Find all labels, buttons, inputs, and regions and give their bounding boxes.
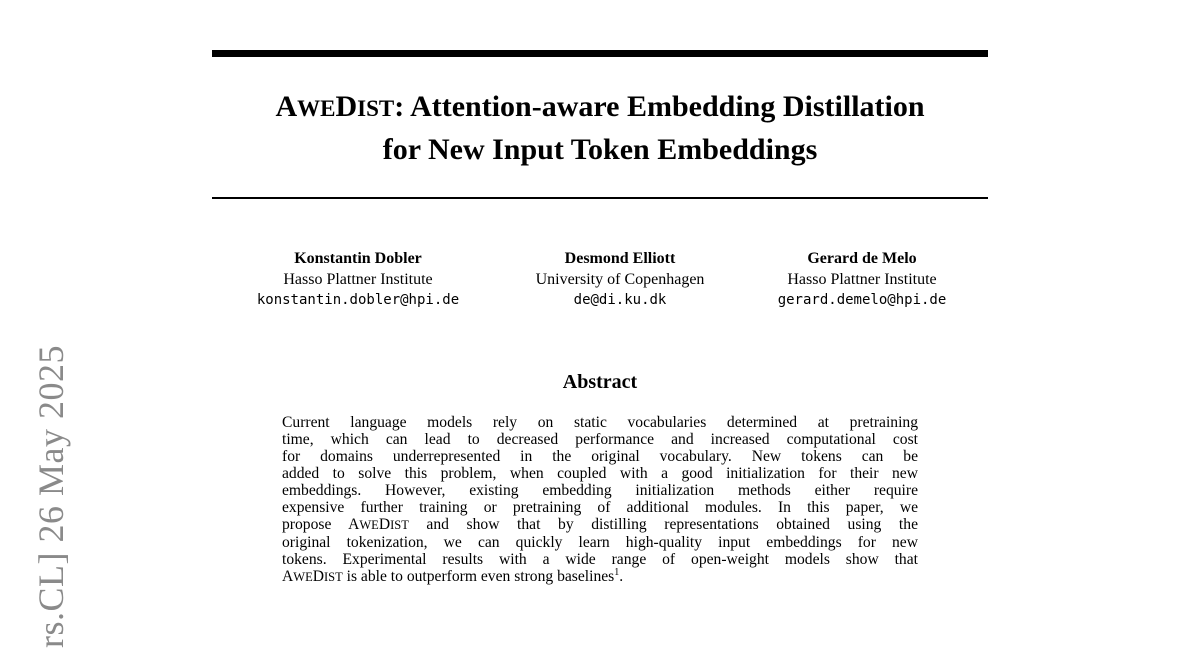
author-affiliation: Hasso Plattner Institute [283, 271, 433, 288]
abstract-body [282, 414, 918, 586]
author-2 [480, 248, 760, 311]
abstract-line: tokens. Experimental results with a wide range of open-weight models show that [282, 551, 918, 568]
method-name-inline: AWEDIST [348, 516, 409, 533]
title-top-rule [212, 50, 988, 57]
author-affiliation: Hasso Plattner Institute [787, 271, 937, 288]
author-email[interactable]: de@di.ku.dk [573, 292, 667, 308]
abstract-line: AWEDIST is able to outperform even strong baselines$^1$. [282, 566, 624, 585]
abstract-line: propose AWEDIST and show that by distilling representations obtained using the [282, 516, 918, 533]
abstract-line: Current language models rely on static vocabularies determined at pretraining [282, 414, 918, 431]
author-1 [218, 248, 498, 311]
arxiv-side-stamp: rs.CL] 26 May 2025 [31, 345, 71, 648]
method-name-inline: AWEDIST [282, 568, 343, 585]
paper-title [212, 86, 988, 170]
author-affiliation: University of Copenhagen [535, 271, 705, 288]
title-bottom-rule [212, 197, 988, 199]
abstract-line: embeddings. However, existing embedding initialization methods either require [282, 482, 918, 499]
abstract-heading: Abstract [562, 371, 638, 393]
author-name: Desmond Elliott [564, 250, 676, 267]
author-email[interactable]: konstantin.dobler@hpi.de [256, 292, 460, 308]
author-name: Konstantin Dobler [294, 250, 422, 267]
author-3 [722, 248, 1002, 311]
abstract-line: original tokenization, we can quickly learn high-quality input embeddings for new [282, 534, 918, 551]
author-email[interactable]: gerard.demelo@hpi.de [777, 292, 947, 308]
title-method-name: AWEDIST [275, 90, 395, 123]
abstract-line: time, which can lead to decreased performance and increased computational cost [282, 431, 918, 448]
author-block [0, 248, 1200, 318]
abstract-line: added to solve this problem, when coupled with a good initialization for their new [282, 465, 918, 482]
abstract-line: expensive further training or pretraining of additional modules. In this paper, we [282, 499, 918, 516]
abstract-line: for domains underrepresented in the original vocabulary. New tokens can be [282, 448, 918, 465]
author-name: Gerard de Melo [807, 250, 917, 267]
footnote-mark[interactable]: 1 [614, 566, 620, 578]
title-line1-suffix: : Attention-aware Embedding Distillation [394, 90, 925, 123]
title-line2: for New Input Token Embeddings [382, 133, 818, 166]
